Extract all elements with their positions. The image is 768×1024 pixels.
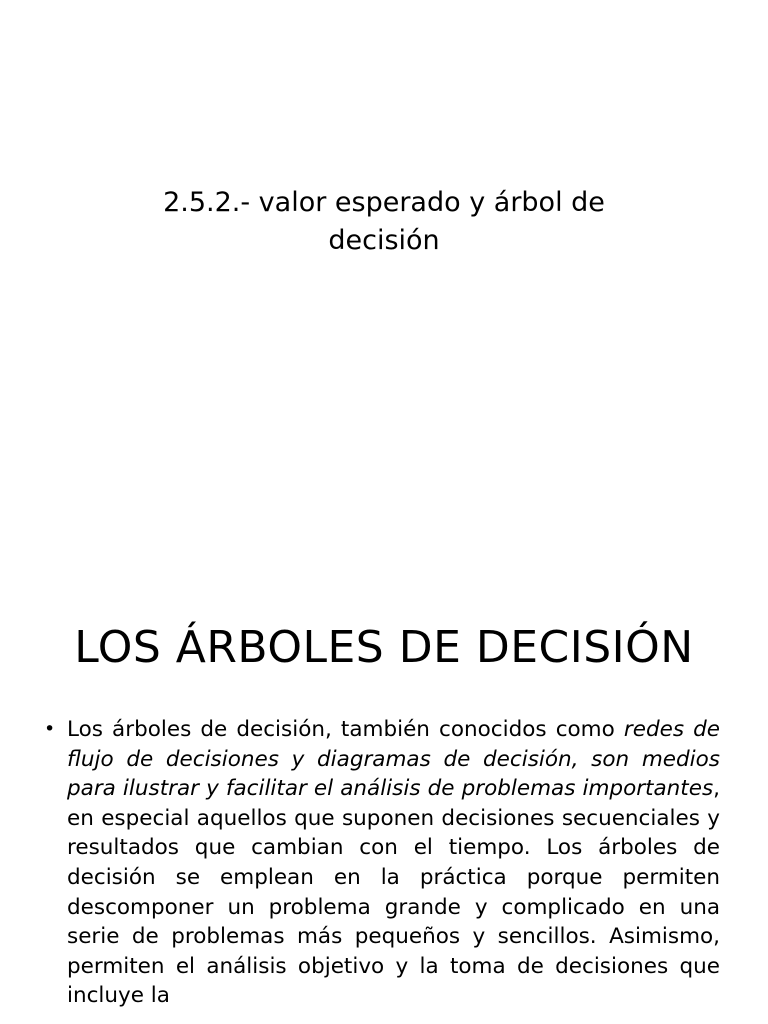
slide-heading: LOS ÁRBOLES DE DECISIÓN [74, 622, 694, 673]
subtitle-line-1: 2.5.2.- valor esperado y árbol de [163, 187, 605, 218]
bullet-text-rest: , en especial aquellos que suponen decisiones secuenciales y resultados que cambian con el tiempo. Los árboles de decisión se emplean en la práctica porque permiten descomponer un problema grande y complicado en una serie de problemas más pequeños y sencillos. Asimismo, permiten el análisis objetivo y la toma de decisiones que incluye la [67, 776, 720, 1009]
section-subtitle [100, 184, 668, 260]
bullet-list [44, 715, 720, 1011]
bullet-text-italic: redes de flujo de decisiones y diagramas de decisión, son medios para ilustrar y facilitar el análisis de problemas importantes [67, 717, 720, 802]
bullet-text-intro: Los árboles de decisión, también conocidos como [67, 717, 624, 742]
bullet-mark: • [44, 718, 56, 740]
subtitle-line-2: decisión [328, 225, 440, 256]
slide-content [0, 576, 768, 1024]
bullet-item [44, 715, 720, 1011]
